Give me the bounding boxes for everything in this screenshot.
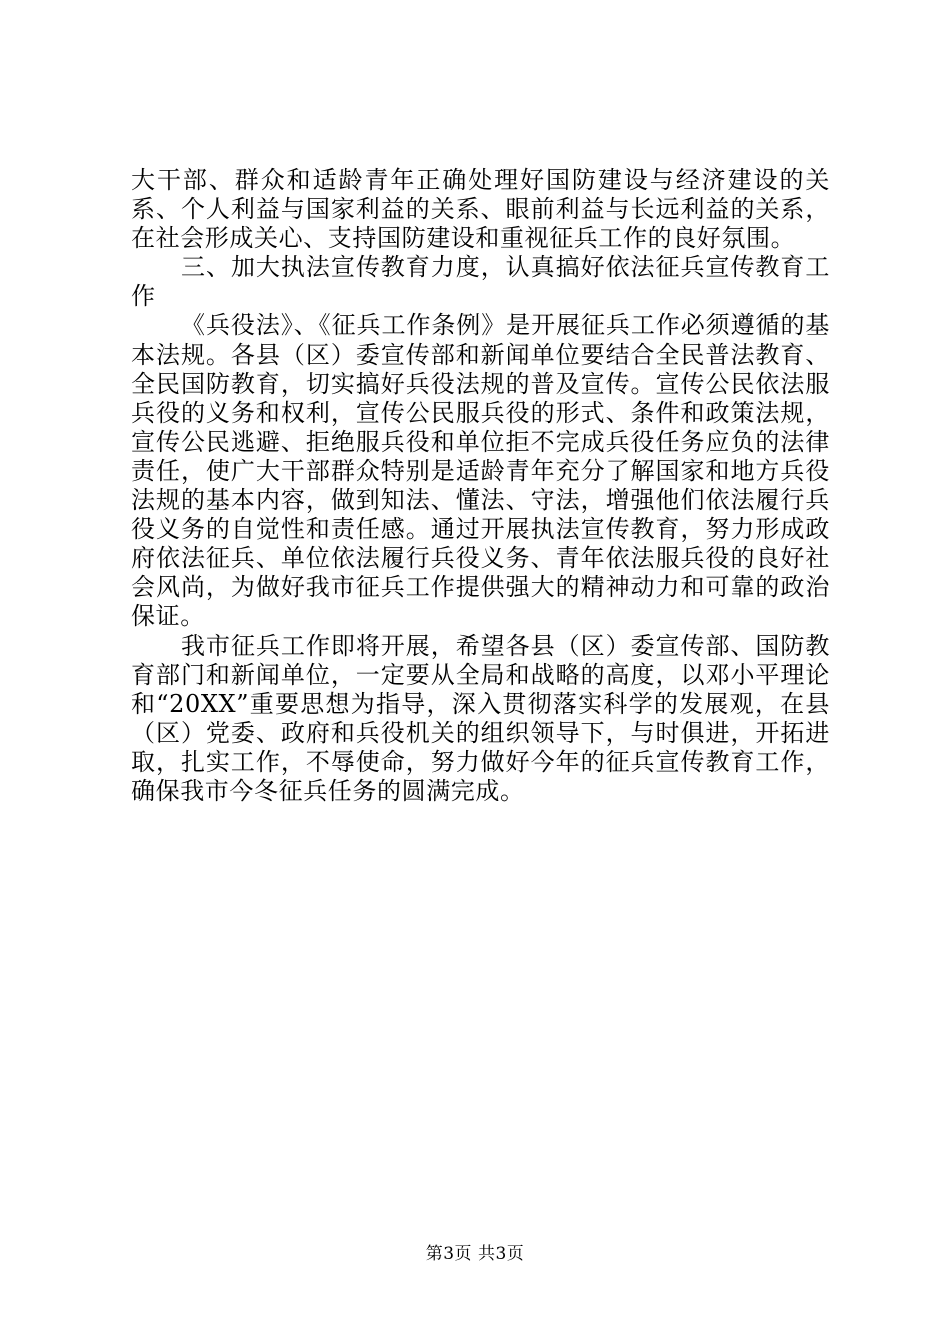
- section-heading-three: 三、加大执法宣传教育力度，认真搞好依法征兵宣传教育工作: [131, 253, 830, 311]
- paragraph-conclusion: 我市征兵工作即将开展，希望各县（区）委宣传部、国防教育部门和新闻单位，一定要从全局和战略的高度，以邓小平理论和“20XX”重要思想为指导，深入贯彻落实科学的发展观，在县（区）党委、政府和兵役机关的组织领导下，与时俱进，开拓进取，扎实工作，不辱使命，努力做好今年的征兵宣传教育工作，确保我市今冬征兵任务的圆满完成。: [131, 631, 830, 805]
- document-body: [131, 166, 830, 806]
- paragraph-military-service-law: 《兵役法》、《征兵工作条例》是开展征兵工作必须遵循的基本法规。各县（区）委宣传部和新闻单位要结合全民普法教育、全民国防教育，切实搞好兵役法规的普及宣传。宣传公民依法服兵役的义务和权利，宣传公民服兵役的形式、条件和政策法规，宣传公民逃避、拒绝服兵役和单位拒不完成兵役任务应负的法律责任，使广大干部群众特别是适龄青年充分了解国家和地方兵役法规的基本内容，做到知法、懂法、守法，增强他们依法履行兵役义务的自觉性和责任感。通过开展执法宣传教育，努力形成政府依法征兵、单位依法履行兵役义务、青年依法服兵役的良好社会风尚，为做好我市征兵工作提供强大的精神动力和可靠的政治保证。: [131, 311, 830, 631]
- paragraph-continuation: 大干部、群众和适龄青年正确处理好国防建设与经济建设的关系、个人利益与国家利益的关系、眼前利益与长远利益的关系，在社会形成关心、支持国防建设和重视征兵工作的良好氛围。: [131, 166, 830, 253]
- page-footer: 第3页 共3页: [425, 1244, 525, 1264]
